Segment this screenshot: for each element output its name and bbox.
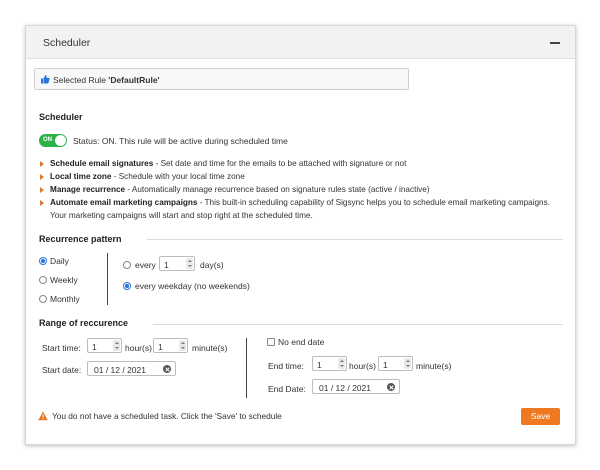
status-toggle[interactable] bbox=[39, 134, 67, 147]
start-hour-value: 1 bbox=[92, 342, 97, 352]
radio-daily[interactable] bbox=[39, 257, 47, 265]
clear-icon[interactable] bbox=[163, 365, 171, 373]
every-days-stepper[interactable] bbox=[159, 256, 195, 271]
selected-rule-text: Selected Rule 'DefaultRule' bbox=[53, 75, 160, 85]
radio-weekly[interactable] bbox=[39, 276, 47, 284]
no-end-date-checkbox[interactable] bbox=[267, 338, 275, 346]
start-minute-value: 1 bbox=[158, 342, 163, 352]
days-label: day(s) bbox=[200, 260, 224, 270]
stepper-arrows-icon[interactable] bbox=[113, 340, 120, 351]
stepper-arrows-icon[interactable] bbox=[179, 340, 186, 351]
end-hour-value: 1 bbox=[317, 360, 322, 370]
every-label: every bbox=[135, 260, 156, 270]
feature-item: Schedule email signatures - Set date and time for the emails to be attached with signature or not bbox=[40, 158, 560, 171]
panel-header bbox=[26, 26, 575, 59]
end-minutes-label: minute(s) bbox=[416, 361, 452, 371]
end-minute-value: 1 bbox=[383, 360, 388, 370]
panel-title: Scheduler bbox=[43, 37, 91, 49]
thumbs-up-icon bbox=[40, 74, 50, 84]
hours-label: hour(s) bbox=[125, 343, 152, 353]
no-end-date-label: No end date bbox=[278, 337, 325, 347]
vertical-divider bbox=[107, 253, 108, 305]
recurrence-heading: Recurrence pattern bbox=[39, 234, 122, 244]
divider bbox=[153, 324, 563, 325]
start-hour-stepper[interactable] bbox=[87, 338, 122, 353]
end-hours-label: hour(s) bbox=[349, 361, 376, 371]
stepper-arrows-icon[interactable] bbox=[186, 258, 193, 269]
every-days-value: 1 bbox=[164, 260, 169, 270]
arrow-right-icon bbox=[40, 200, 44, 206]
radio-weekly-label: Weekly bbox=[50, 275, 78, 285]
warning-text: You do not have a scheduled task. Click the 'Save' to schedule bbox=[52, 411, 282, 421]
minus-icon[interactable] bbox=[549, 36, 561, 48]
warning-icon bbox=[38, 411, 48, 421]
vertical-divider bbox=[246, 338, 247, 398]
rule-name: 'DefaultRule' bbox=[108, 75, 160, 85]
end-time-label: End time: bbox=[268, 361, 304, 371]
arrow-right-icon bbox=[40, 161, 44, 167]
range-heading: Range of reccurence bbox=[39, 318, 129, 328]
stepper-arrows-icon[interactable] bbox=[338, 358, 345, 369]
radio-every-days[interactable] bbox=[123, 261, 131, 269]
clear-icon[interactable] bbox=[387, 383, 395, 391]
toggle-knob bbox=[55, 135, 66, 146]
start-minute-stepper[interactable] bbox=[153, 338, 188, 353]
feature-item: Local time zone - Schedule with your local time zone bbox=[40, 171, 560, 184]
radio-daily-label: Daily bbox=[50, 256, 69, 266]
feature-item: Manage recurrence - Automatically manage recurrence based on signature rules state (active / inactive) bbox=[40, 184, 560, 197]
arrow-right-icon bbox=[40, 174, 44, 180]
feature-item: Automate email marketing campaigns - This built-in scheduling capability of Sigsync helps you to schedule email marketing campaigns. Your marketing campaigns will start and stop right at the scheduled time. bbox=[40, 197, 555, 222]
end-date-field[interactable] bbox=[312, 379, 400, 394]
radio-monthly[interactable] bbox=[39, 295, 47, 303]
start-time-label: Start time: bbox=[42, 343, 81, 353]
end-minute-stepper[interactable] bbox=[378, 356, 413, 371]
end-date-value: 01 / 12 / 2021 bbox=[319, 383, 371, 393]
start-date-field[interactable] bbox=[87, 361, 176, 376]
end-hour-stepper[interactable] bbox=[312, 356, 347, 371]
start-date-label: Start date: bbox=[42, 365, 82, 375]
radio-monthly-label: Monthly bbox=[50, 294, 80, 304]
weekday-label: every weekday (no weekends) bbox=[135, 281, 250, 291]
end-date-label: End Date: bbox=[268, 384, 306, 394]
minutes-label: minute(s) bbox=[192, 343, 228, 353]
arrow-right-icon bbox=[40, 187, 44, 193]
radio-every-weekday[interactable] bbox=[123, 282, 131, 290]
scheduler-panel bbox=[25, 25, 576, 445]
toggle-label: ON bbox=[43, 136, 52, 143]
selected-rule-box bbox=[34, 68, 409, 90]
status-text: Status: ON. This rule will be active during scheduled time bbox=[73, 136, 288, 146]
start-date-value: 01 / 12 / 2021 bbox=[94, 365, 146, 375]
scheduler-heading: Scheduler bbox=[39, 112, 83, 122]
divider bbox=[147, 239, 563, 240]
save-button[interactable]: Save bbox=[521, 408, 560, 425]
stepper-arrows-icon[interactable] bbox=[404, 358, 411, 369]
